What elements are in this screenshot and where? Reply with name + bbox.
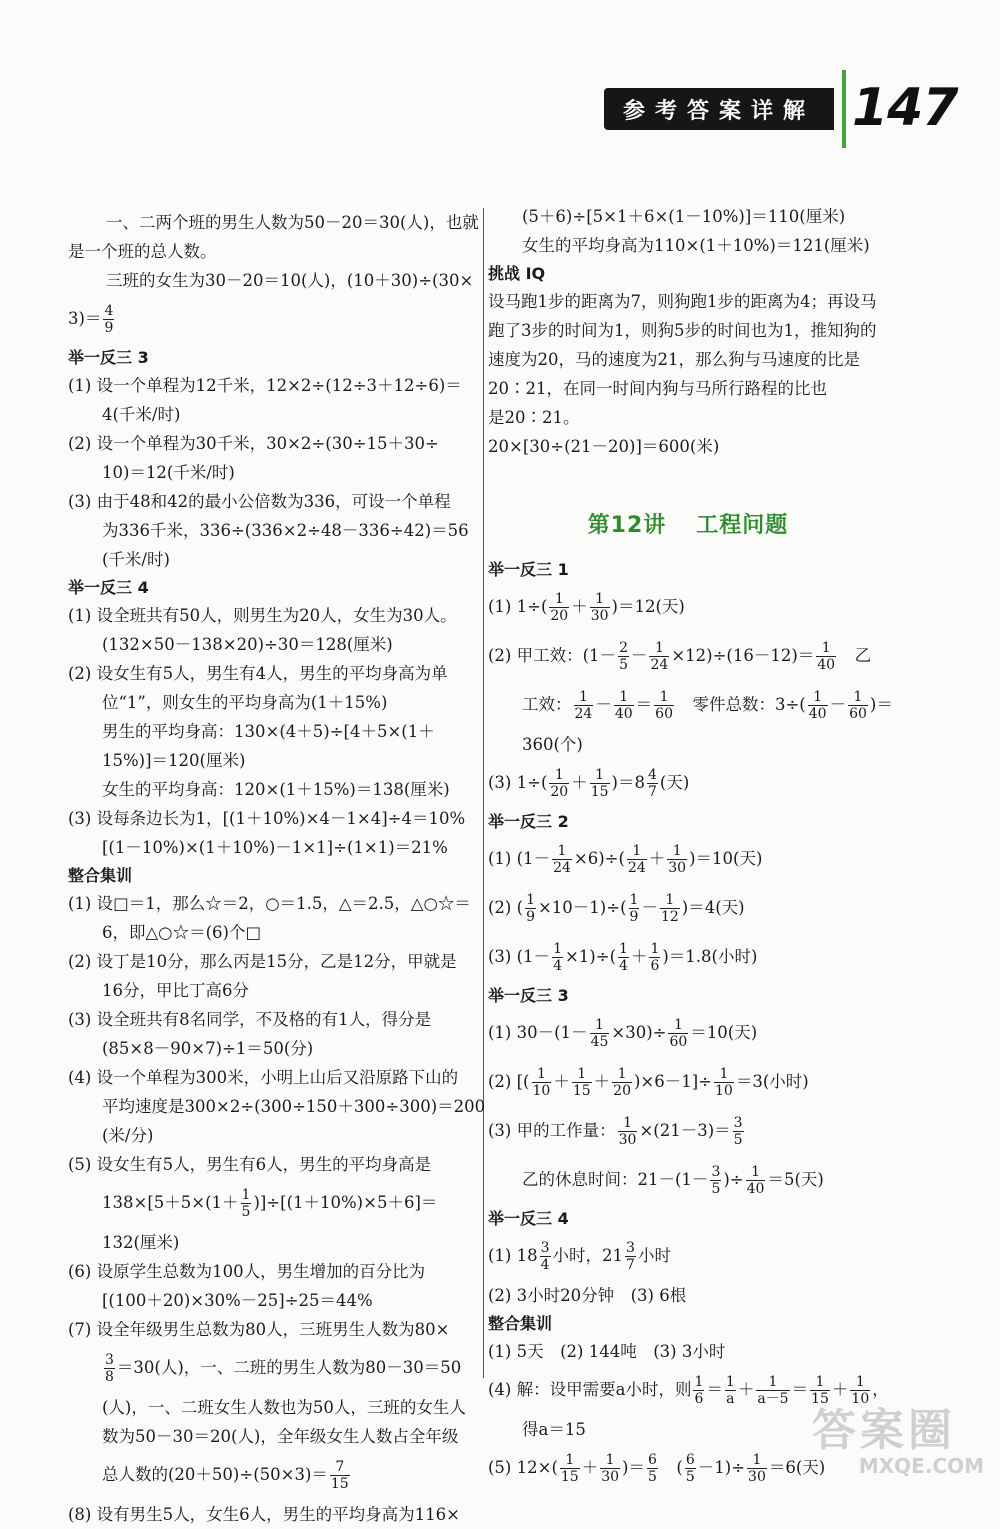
text-line: 20∶21，在同一时间内狗与马所行路程的比也 (488, 379, 827, 398)
fraction: $\frac{1}{15}$ (590, 767, 609, 800)
section-heading: 举一反三 3 (488, 986, 569, 1005)
section-heading: 挑战 IQ (488, 264, 546, 283)
column-divider (483, 208, 484, 1378)
text-line: (1) 1÷( $\frac{1}{20}$ ＋ $\frac{1}{30}$ )＝12(天) (488, 591, 685, 624)
fraction: $\frac{3}{4}$ (540, 1240, 550, 1273)
fraction: $\frac{1}{20}$ (550, 591, 569, 624)
section-heading: 举一反三 2 (488, 812, 569, 831)
text-line: 3)＝ $\frac{4}{9}$ (68, 303, 114, 336)
fraction: $\frac{1}{10}$ (715, 1066, 733, 1099)
section-heading: 举一反三 3 (68, 348, 149, 367)
fraction: $\frac{1}{20}$ (550, 767, 569, 800)
text-line: [(1－10%)×(1＋10%)－1×1]÷(1×1)＝21% (102, 838, 448, 857)
fraction: $\frac{6}{5}$ (647, 1452, 657, 1485)
text-line: 4(千米/时) (102, 405, 181, 424)
text-line: (1) 设一个单程为12千米，12×2÷(12÷3＋12÷6)＝ (68, 376, 462, 395)
text-line: (1) 设全班共有50人，则男生为20人，女生为30人。 (68, 606, 457, 625)
fraction: $\frac{1}{40}$ (817, 640, 836, 673)
text-line: 132(厘米) (102, 1233, 180, 1252)
text-line: (2) 甲工效：(1－ $\frac{2}{5}$ － $\frac{1}{24}$ ×12)÷(16－12)＝ $\frac{1}{40}$ 乙 (488, 640, 872, 673)
fraction: $\frac{1}{24}$ (650, 640, 669, 673)
text-line: (3) 甲的工作量： $\frac{1}{30}$ ×(21－3)＝ $\frac{3}{5}$ (488, 1115, 743, 1148)
text-line: 360(个) (522, 735, 583, 754)
text-line: [(100＋20)×30%－25]÷25＝44% (102, 1291, 373, 1310)
text-line: (3) (1－ $\frac{1}{4}$ ×1)÷( $\frac{1}{4}$ ＋ $\frac{1}{6}$ )＝1.8(小时) (488, 941, 758, 974)
fraction: $\frac{1}{60}$ (849, 689, 867, 722)
text-line: 6，即△○☆＝(6)个□ (102, 923, 262, 942)
fraction: $\frac{3}{8}$ (105, 1352, 114, 1385)
section-heading: 举一反三 1 (488, 560, 569, 579)
fraction: $\frac{1}{30}$ (590, 591, 609, 624)
fraction: $\frac{1}{10}$ (532, 1066, 551, 1099)
text-line: (1) 设□＝1，那么☆＝2，○＝1.5，△＝2.5，△○☆＝ (68, 894, 471, 913)
text-line: 是20∶21。 (488, 408, 580, 427)
chapter-number: 第12讲 (587, 513, 667, 538)
chapter-title (488, 461, 888, 556)
right-column (488, 202, 893, 1493)
fraction: $\frac{1}{30}$ (668, 843, 687, 876)
fraction: $\frac{1}{40}$ (614, 689, 633, 722)
text-line: (1) 18 $\frac{3}{4}$ 小时，21 $\frac{3}{7}$ 小时 (488, 1240, 671, 1273)
fraction: $\frac{1}{40}$ (808, 689, 827, 722)
fraction: $\frac{1}{30}$ (601, 1452, 620, 1485)
fraction: $\frac{1}{6}$ (694, 1374, 704, 1407)
text-line: 15%)]＝120(厘米) (102, 751, 246, 770)
text-line: (2) 设丁是10分，那么丙是15分，乙是12分，甲就是 (68, 952, 457, 971)
fraction: $\frac{1}{15}$ (572, 1066, 591, 1099)
text-line: 女生的平均身高为110×(1＋10%)＝121(厘米) (522, 236, 870, 255)
text-line: 位“1”，则女生的平均身高为(1＋15%) (102, 693, 388, 712)
text-line: 跑了3步的时间为1，则狗5步的时间也为1，推知狗的 (488, 321, 877, 340)
text-line: (1) (1－ $\frac{1}{24}$ ×6)÷( $\frac{1}{24}$ ＋ $\frac{1}{30}$ )＝10(天) (488, 843, 763, 876)
text-line: (3) 1÷( $\frac{1}{20}$ ＋ $\frac{1}{15}$ )＝8 $\frac{4}{7}$ (天) (488, 767, 690, 800)
left-column (68, 208, 486, 1529)
fraction: $\frac{1}{15}$ (560, 1452, 579, 1485)
text-line: 三班的女生为30－20＝10(人)，(10＋30)÷(30× (106, 271, 474, 290)
text-line: 20×[30÷(21－20)]＝600(米) (488, 437, 720, 456)
text-line: (132×50－138×20)÷30＝128(厘米) (102, 635, 393, 654)
text-line: 速度为20，马的速度为21，那么狗与马速度的比是 (488, 350, 860, 369)
text-line: (5) 12×( $\frac{1}{15}$ ＋ $\frac{1}{30}$ )＝ $\frac{6}{5}$ ( $\frac{6}{5}$ －1)÷ $\frac{1}{30}$ ＝6(天) (488, 1452, 826, 1485)
text-line: (3) 由于48和42的最小公倍数为336，可设一个单程 (68, 492, 451, 511)
fraction: $\frac{1}{a}$ (725, 1374, 735, 1407)
text-line: (2) ( $\frac{1}{9}$ ×10－1)÷( $\frac{1}{9}$ － $\frac{1}{12}$ )＝4(天) (488, 892, 745, 925)
text-line: 工效： $\frac{1}{24}$ － $\frac{1}{40}$ ＝ $\frac{1}{60}$ 零件总数：3÷( $\frac{1}{40}$ － $\frac{1}{60}$ )＝ (522, 689, 893, 722)
text-line: 平均速度是300×2÷(300÷150＋300÷300)＝200 (102, 1097, 486, 1116)
text-line: (1) 5天 (2) 144吨 (3) 3小时 (488, 1342, 726, 1361)
fraction: $\frac{1}{5}$ (241, 1187, 251, 1220)
text-line: 16分，甲比丁高6分 (102, 981, 249, 1000)
fraction: $\frac{6}{5}$ (685, 1452, 695, 1485)
fraction: $\frac{1}{24}$ (627, 843, 646, 876)
header-accent-bar (842, 70, 846, 148)
fraction: $\frac{1}{4}$ (619, 941, 628, 974)
text-line: 数为50－30＝20(人)，全年级女生人数占全年级 (102, 1427, 459, 1446)
text-line: 一、二两个班的男生人数为50－20＝30(人)，也就 (106, 213, 479, 232)
fraction: $\frac{1}{15}$ (811, 1374, 829, 1407)
text-line: (4) 设一个单程为300米，小明上山后又沿原路下山的 (68, 1068, 459, 1087)
text-line: (5＋6)÷[5×1＋6×(1－10%)]＝110(厘米) (522, 207, 846, 226)
header-band (604, 88, 834, 130)
text-line: (人)，一、二班女生人数也为50人，三班的女生人 (102, 1398, 466, 1417)
fraction: $\frac{4}{9}$ (104, 303, 114, 336)
fraction: $\frac{1}{24}$ (574, 689, 593, 722)
page-number: 147 (852, 78, 958, 138)
text-line: 设马跑1步的距离为7，则狗跑1步的距离为4；再设马 (488, 292, 877, 311)
fraction: $\frac{1}{45}$ (590, 1017, 609, 1050)
text-line: (5) 设女生有5人，男生有6人，男生的平均身高是 (68, 1155, 432, 1174)
fraction: $\frac{1}{30}$ (618, 1115, 637, 1148)
text-line: (2) 设女生有5人，男生有4人，男生的平均身高为单 (68, 664, 448, 683)
text-line: 为336千米，336÷(336×2÷48－336÷42)＝56 (102, 521, 469, 540)
fraction: $\frac{1}{30}$ (748, 1452, 766, 1485)
text-line: 10)＝12(千米/时) (102, 463, 235, 482)
fraction: $\frac{1}{9}$ (526, 892, 535, 925)
text-line: (85×8－90×7)÷1＝50(分) (102, 1039, 314, 1058)
fraction: $\frac{1}{6}$ (650, 941, 660, 974)
text-line: (8) 设有男生5人，女生6人，男生的平均身高为116× (68, 1505, 460, 1524)
fraction: $\frac{1}{60}$ (669, 1017, 688, 1050)
section-heading: 整合集训 (68, 866, 133, 885)
fraction: $\frac{3}{5}$ (733, 1115, 743, 1148)
text-line: (2) [( $\frac{1}{10}$ ＋ $\frac{1}{15}$ ＋ $\frac{1}{20}$ )×6－1]÷ $\frac{1}{10}$ ＝3(小时) (488, 1066, 809, 1099)
fraction: $\frac{4}{7}$ (647, 767, 657, 800)
fraction: $\frac{1}{20}$ (613, 1066, 631, 1099)
fraction: $\frac{1}{40}$ (746, 1164, 765, 1197)
text-line: $\frac{3}{8}$ ＝30(人)，一、二班的男生人数为80－30＝50 (105, 1352, 462, 1385)
text-line: (6) 设原学生总数为100人，男生增加的百分比为 (68, 1262, 426, 1281)
fraction: $\frac{2}{5}$ (619, 640, 628, 673)
text-line: (1) 30－(1－ $\frac{1}{45}$ ×30)÷ $\frac{1}{60}$ ＝10(天) (488, 1017, 758, 1050)
text-line: 得a＝15 (522, 1420, 586, 1439)
text-line: (3) 设每条边长为1，[(1＋10%)×4－1×4]÷4＝10% (68, 809, 466, 828)
fraction: $\frac{7}{15}$ (330, 1459, 349, 1492)
text-line: (7) 设全年级男生总数为80人，三班男生人数为80× (68, 1320, 450, 1339)
fraction: $\frac{1}{60}$ (655, 689, 673, 722)
text-line: (3) 设全班共有8名同学，不及格的有1人，得分是 (68, 1010, 432, 1029)
fraction: $\frac{1}{a-5}$ (757, 1374, 789, 1407)
text-line: 男生的平均身高：130×(4＋5)÷[4＋5×(1＋ (102, 722, 435, 741)
chapter-name: 工程问题 (696, 513, 789, 538)
text-line: (米/分) (102, 1126, 154, 1145)
text-line: (千米/时) (102, 550, 170, 569)
fraction: $\frac{1}{9}$ (629, 892, 639, 925)
fraction: $\frac{1}{12}$ (660, 892, 679, 925)
text-line: 是一个班的总人数。 (68, 242, 217, 261)
text-line: 总人数的(20＋50)÷(50×3)＝ $\frac{7}{15}$ (102, 1459, 349, 1492)
text-line: (4) 解：设甲需要a小时，则 $\frac{1}{6}$ ＝ $\frac{1}{a}$ ＋ $\frac{1}{a-5}$ ＝ $\frac{1}{15}$ ＋ $\frac{1}{10}$ ， (488, 1374, 889, 1407)
text-line: 138×[5＋5×(1＋ $\frac{1}{5}$ )]÷[(1＋10%)×5＋6]＝ (102, 1187, 438, 1220)
section-heading: 举一反三 4 (68, 578, 149, 597)
text-line: (2) 设一个单程为30千米，30×2÷(30÷15＋30÷ (68, 434, 439, 453)
fraction: $\frac{3}{7}$ (626, 1240, 635, 1273)
section-heading: 整合集训 (488, 1314, 553, 1333)
section-heading: 举一反三 4 (488, 1209, 569, 1228)
fraction: $\frac{3}{5}$ (711, 1164, 721, 1197)
watermark-logo: 答案圈 MXQE.COM (812, 1405, 984, 1478)
text-line: 女生的平均身高：120×(1＋15%)＝138(厘米) (102, 780, 450, 799)
fraction: $\frac{1}{4}$ (553, 941, 562, 974)
text-line: 乙的休息时间：21－(1－ $\frac{3}{5}$ )÷ $\frac{1}{40}$ ＝5(天) (522, 1164, 824, 1197)
header-title: 参考答案详解 (622, 98, 815, 124)
fraction: $\frac{1}{24}$ (553, 843, 571, 876)
fraction: $\frac{1}{10}$ (851, 1374, 870, 1407)
text-line: (2) 3小时20分钟 (3) 6根 (488, 1286, 687, 1305)
